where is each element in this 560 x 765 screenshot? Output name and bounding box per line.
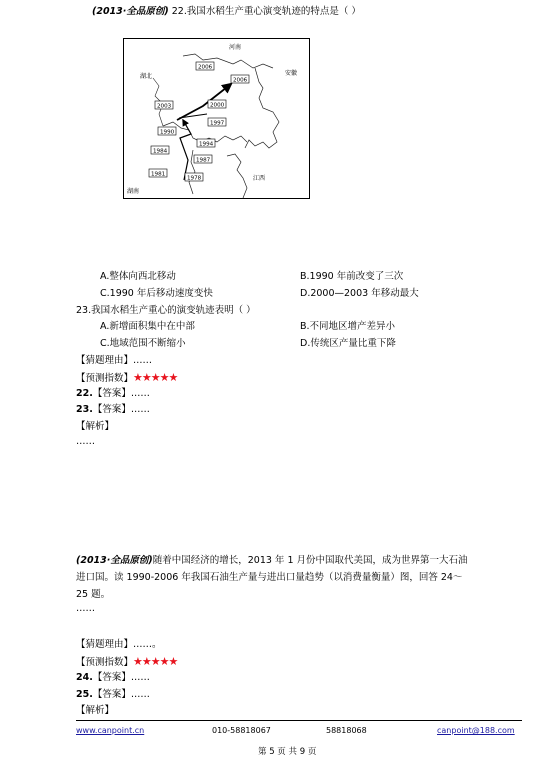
svg-text:2006: 2006 xyxy=(198,64,213,71)
answer-24 xyxy=(76,673,150,683)
year-label-2000 xyxy=(208,100,226,109)
answer-text: 【答案】…… xyxy=(92,689,150,700)
footer-phone-2: 58818068 xyxy=(326,726,367,735)
analysis-label: 【解析】 xyxy=(76,705,115,716)
region-label: 湖北 xyxy=(140,73,153,80)
prediction-label: 【预测指数】 xyxy=(76,373,134,384)
analysis-label: 【解析】 xyxy=(76,421,115,432)
reason-line: 【猜题理由】……。 xyxy=(76,639,162,650)
question-22-stem: 22.我国水稻生产重心演变轨迹的特点是（ ） xyxy=(168,6,361,17)
footer-phone-1: 010-58818067 xyxy=(212,726,271,735)
ellipsis: …… xyxy=(76,603,95,614)
region-label: 江西 xyxy=(253,175,266,182)
option-23-a: A.新增面积集中在中部 xyxy=(100,321,195,332)
question-24-header-line2: 进口国。读 1990-2006 年我国石油生产量与进出口量趋势（以消费量衡量）图，回答 24～ xyxy=(76,572,463,583)
svg-text:2003: 2003 xyxy=(157,103,172,110)
option-23-c: C.地域范围不断缩小 xyxy=(100,338,186,349)
year-label-1994 xyxy=(197,139,215,148)
answer-text: 【答案】…… xyxy=(92,404,150,415)
prediction-label: 【预测指数】 xyxy=(76,657,134,668)
year-label-1978 xyxy=(185,173,203,182)
svg-text:2000: 2000 xyxy=(210,102,225,109)
question-22-header xyxy=(92,7,361,17)
answer-text: 【答案】…… xyxy=(92,388,150,399)
prediction-index xyxy=(76,656,177,668)
answer-number: 22. xyxy=(76,388,93,399)
reason-line: 【猜题理由】…… xyxy=(76,355,153,366)
year-label-1981 xyxy=(149,169,167,178)
region-label: 安徽 xyxy=(285,70,298,77)
answer-number: 25. xyxy=(76,689,93,700)
year-label-1984 xyxy=(151,146,169,155)
option-22-c: C.1990 年后移动速度变快 xyxy=(100,288,213,299)
answer-number: 23. xyxy=(76,404,93,415)
footer-divider xyxy=(76,720,522,721)
svg-text:1994: 1994 xyxy=(199,141,214,148)
svg-text:1997: 1997 xyxy=(210,120,225,127)
svg-text:1990: 1990 xyxy=(160,129,175,136)
source-tag: (2013·全品原创) xyxy=(92,6,169,17)
ellipsis: …… xyxy=(76,436,95,447)
option-23-d: D.传统区产量比重下降 xyxy=(300,338,396,349)
answer-25 xyxy=(76,690,150,700)
region-label: 河南 xyxy=(229,44,242,51)
star-rating-icon: ★★★★★ xyxy=(133,371,178,384)
option-22-d: D.2000—2003 年移动最大 xyxy=(300,288,419,299)
answer-number: 24. xyxy=(76,672,93,683)
year-label-1997 xyxy=(208,118,226,127)
year-label-1987 xyxy=(194,155,212,164)
rice-center-map xyxy=(123,38,310,199)
question-23-stem: 23.我国水稻生产重心的演变轨迹表明（ ） xyxy=(76,305,256,316)
answer-23 xyxy=(76,405,150,415)
svg-text:2006: 2006 xyxy=(233,77,248,84)
star-rating-icon: ★★★★★ xyxy=(133,655,178,668)
region-label: 湖南 xyxy=(127,188,140,195)
page-number: 第 5 页 共 9 页 xyxy=(258,747,317,757)
svg-text:1984: 1984 xyxy=(153,148,168,155)
option-22-b: B.1990 年前改变了三次 xyxy=(300,271,404,282)
answer-text: 【答案】…… xyxy=(92,672,150,683)
question-24-header-line1 xyxy=(76,556,468,566)
svg-text:1981: 1981 xyxy=(151,171,166,178)
year-label-2006b xyxy=(231,75,249,84)
svg-text:1987: 1987 xyxy=(196,157,211,164)
footer-website-link[interactable]: www.canpoint.cn xyxy=(76,726,145,735)
year-label-1990 xyxy=(158,127,176,136)
option-22-a: A.整体向西北移动 xyxy=(100,271,176,282)
answer-22 xyxy=(76,389,150,399)
footer-email-link[interactable]: canpoint@188.com xyxy=(437,726,515,735)
svg-text:1978: 1978 xyxy=(187,175,202,182)
source-tag: (2013·全品原创) xyxy=(76,555,153,566)
question-24-header-line3: 25 题。 xyxy=(76,589,111,600)
prediction-index xyxy=(76,372,177,384)
option-23-b: B.不同地区增产差异小 xyxy=(300,321,396,332)
year-label-2006a xyxy=(196,62,214,71)
stem-line: 随着中国经济的增长，2013 年 1 月份中国取代美国，成为世界第一大石油 xyxy=(152,555,468,566)
year-label-2003 xyxy=(155,101,173,110)
